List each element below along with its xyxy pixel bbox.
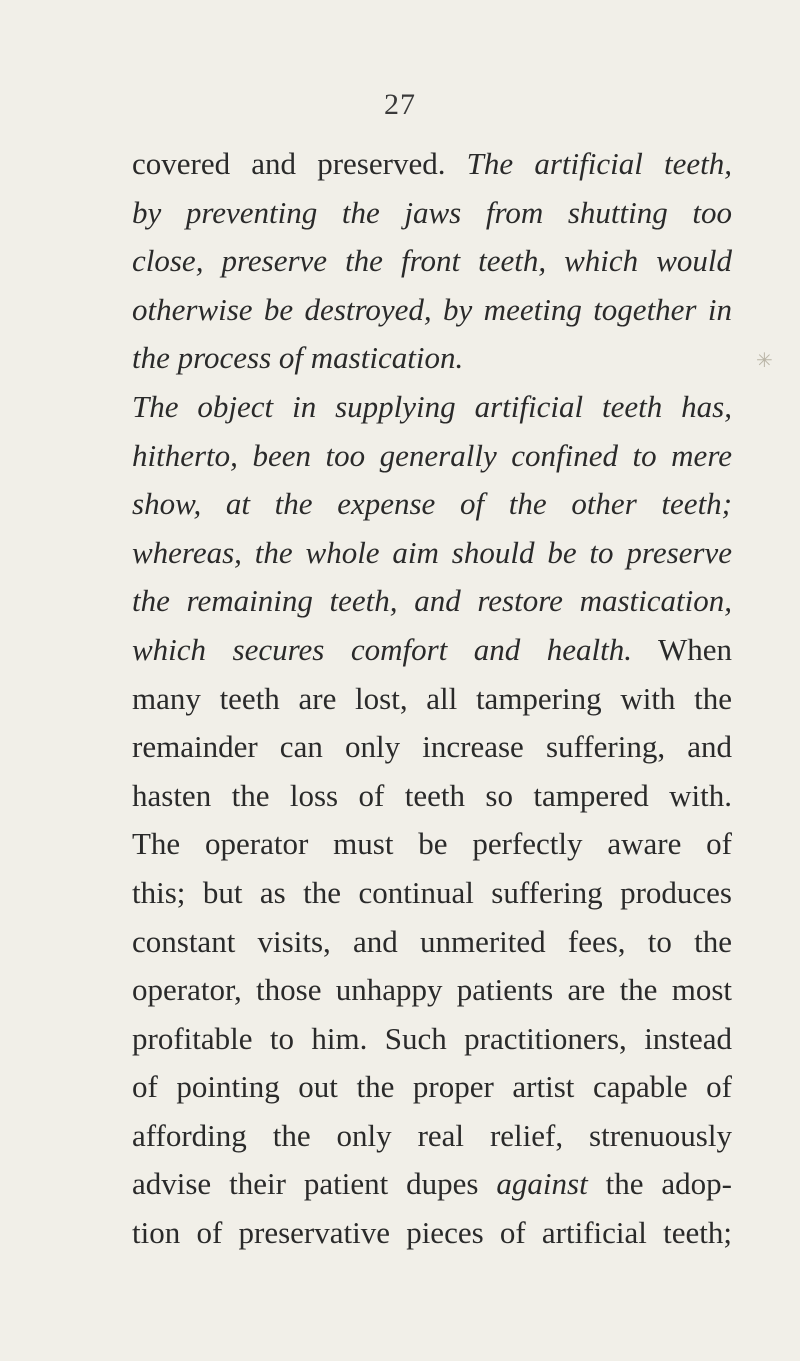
- text-line: [132, 966, 732, 1015]
- text-line: [132, 189, 732, 238]
- text-line: [132, 626, 732, 675]
- roman-text: constant visits, and unmerited fees, to the: [132, 923, 732, 959]
- italic-text: otherwise be destroyed, by meeting together in: [132, 291, 732, 327]
- italic-text: hitherto, been too generally confined to mere: [132, 437, 732, 473]
- roman-text: affording the only real relief, strenuously: [132, 1117, 732, 1153]
- text-line: [132, 237, 732, 286]
- text-line: [132, 480, 732, 529]
- text-line: [132, 675, 732, 724]
- italic-text: The object in supplying artificial teeth has,: [132, 388, 732, 424]
- italic-text: The artificial teeth,: [466, 146, 732, 181]
- text-line: [132, 334, 732, 383]
- roman-text: this; but as the continual suffering produces: [132, 874, 732, 910]
- italic-text: whereas, the whole aim should be to preserve: [132, 534, 732, 570]
- text-line: [132, 383, 732, 432]
- italic-text: which secures comfort and health.: [132, 631, 633, 667]
- text-line: [132, 577, 732, 626]
- italic-text: show, at the expense of the other teeth;: [132, 486, 732, 522]
- roman-text: remainder can only increase suffering, and: [132, 729, 732, 765]
- roman-text: of pointing out the proper artist capable of: [132, 1069, 732, 1105]
- roman-text: the adop-: [587, 1166, 732, 1202]
- text-line: [132, 772, 732, 821]
- paper-blemish: ✳: [756, 350, 773, 372]
- text-line: [132, 1209, 732, 1258]
- italic-text: against: [496, 1166, 588, 1202]
- page-number: 27: [384, 88, 416, 121]
- text-line: [132, 723, 732, 772]
- text-line: [132, 529, 732, 578]
- roman-text: When: [632, 631, 732, 667]
- text-line: [132, 1063, 732, 1112]
- text-line: [132, 918, 732, 967]
- roman-text: The operator must be perfectly aware of: [132, 826, 732, 862]
- text-line: [132, 1015, 732, 1064]
- roman-text: many teeth are lost, all tampering with the: [132, 680, 732, 716]
- text-line: [132, 869, 732, 918]
- text-line: [132, 820, 732, 869]
- roman-text: profitable to him. Such practitioners, instead: [132, 1020, 732, 1056]
- roman-text: hasten the loss of teeth so tampered with.: [132, 777, 732, 813]
- roman-text: tion of preservative pieces of artificial teeth;: [132, 1215, 732, 1251]
- text-line: [132, 1160, 732, 1209]
- text-line: [132, 432, 732, 481]
- roman-text: operator, those unhappy patients are the most: [132, 972, 732, 1008]
- italic-text: close, preserve the front teeth, which would: [132, 243, 732, 279]
- italic-text: the process of mastication.: [132, 340, 464, 376]
- italic-text: the remaining teeth, and restore mastication,: [132, 583, 732, 619]
- text-line: [132, 1112, 732, 1161]
- roman-text: advise their patient dupes: [132, 1166, 497, 1202]
- text-line: [132, 286, 732, 335]
- body-text: [132, 140, 732, 1258]
- italic-text: by preventing the jaws from shutting too: [132, 194, 732, 230]
- roman-text: covered and preserved.: [132, 146, 467, 181]
- text-line: [132, 140, 732, 189]
